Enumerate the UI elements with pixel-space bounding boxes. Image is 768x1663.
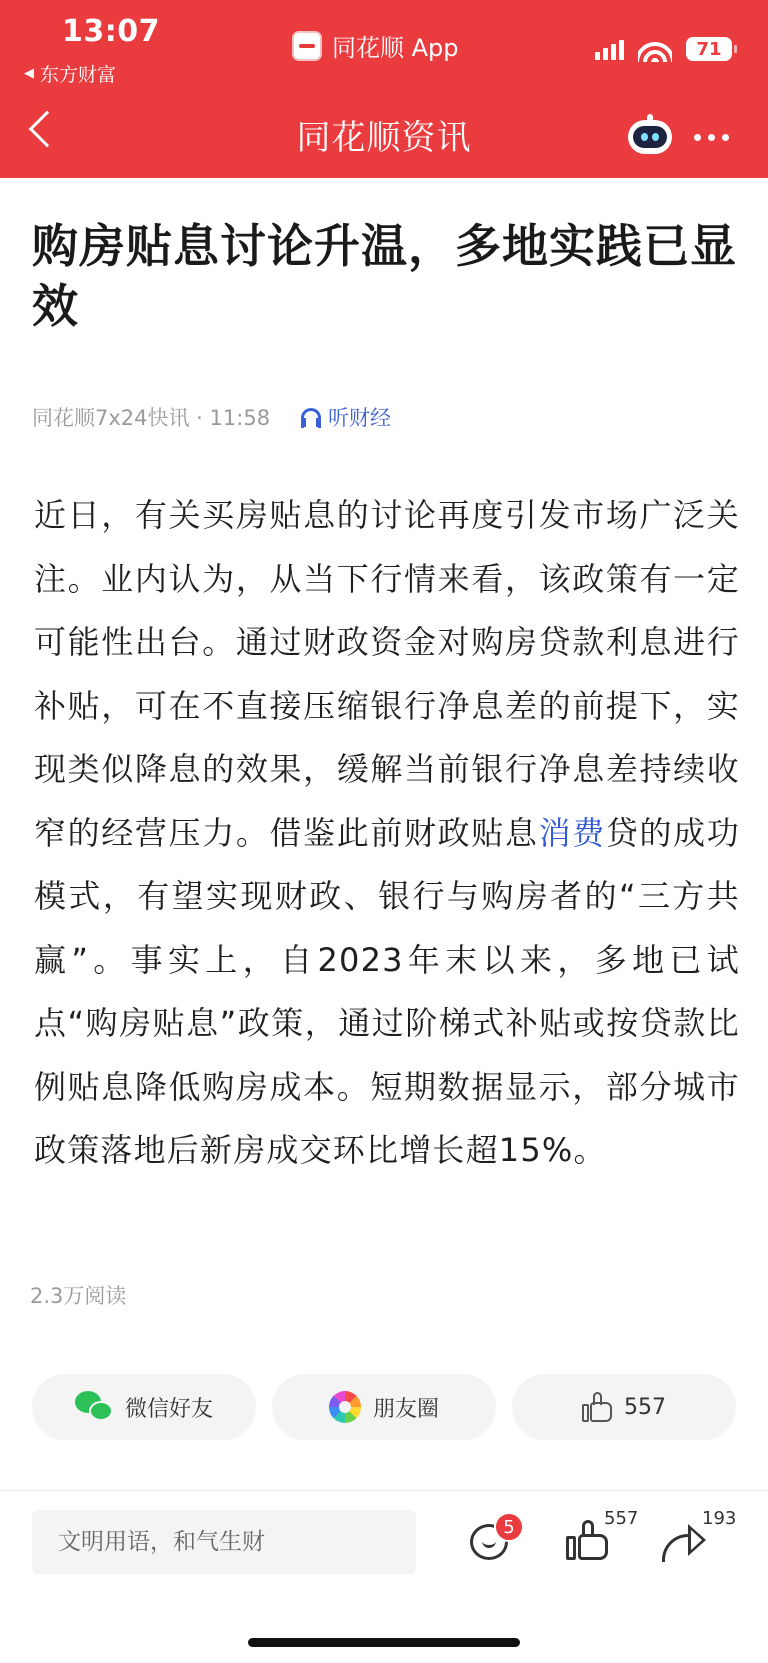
- share-wechat-label: 微信好友: [124, 1396, 213, 1422]
- body-stock-link[interactable]: 消费: [538, 813, 606, 852]
- share-wechat-button[interactable]: [32, 1374, 256, 1440]
- read-count: 2.3万阅读: [30, 1284, 127, 1308]
- like-button[interactable]: [566, 1520, 608, 1560]
- back-triangle-icon: ◀: [24, 66, 34, 81]
- article-meta: [32, 402, 391, 432]
- comment-count-badge: 5: [494, 1512, 524, 1542]
- cellular-signal-icon: [595, 38, 624, 60]
- share-moments-label: 朋友圈: [372, 1396, 439, 1422]
- body-text-part2: 贷的成功模式，有望实现财政、银行与购房者的“三方共赢”。事实上，自2023年末以来，多地已试点“购房贴息”政策，通过阶梯式补贴或按贷款比例贴息降低购房成本。短期数据显示，部分城市政策落地后新房成交环比增长超15%。: [34, 813, 740, 1169]
- thumbs-up-icon: [582, 1392, 612, 1422]
- wechat-icon: [75, 1391, 113, 1423]
- back-to-app-link[interactable]: [24, 60, 116, 87]
- like-pill-count: 557: [624, 1394, 666, 1420]
- status-indicators: [595, 36, 732, 62]
- body-text-part1: 近日，有关买房贴息的讨论再度引发市场广泛关注。业内认为，从当下行情来看，该政策有一定可能性出台。通过财政资金对购房贷款利息进行补贴，可在不直接压缩银行净息差的前提下，实现类似降息的效果，缓解当前银行净息差持续收窄的经营压力。借鉴此前财政贴息: [34, 496, 740, 852]
- share-count: 193: [702, 1508, 737, 1529]
- divider: [0, 1490, 768, 1491]
- moments-icon: [329, 1391, 361, 1423]
- battery-icon: 71: [686, 37, 732, 61]
- more-dots-icon[interactable]: [694, 134, 729, 141]
- back-app-label: 东方财富: [40, 64, 117, 86]
- like-pill-button[interactable]: [512, 1374, 736, 1440]
- like-count: 557: [604, 1508, 639, 1529]
- status-time: 13:07: [62, 14, 160, 49]
- app-header: [0, 0, 768, 178]
- article-body: [34, 484, 740, 1183]
- wifi-icon: [638, 36, 672, 62]
- robot-assistant-icon[interactable]: [628, 114, 672, 154]
- share-moments-button[interactable]: [272, 1374, 496, 1440]
- comment-input[interactable]: [32, 1510, 416, 1574]
- listen-label: 听财经: [328, 406, 392, 430]
- app-logo-icon: [292, 31, 322, 61]
- status-app-name: 同花顺 App: [332, 34, 459, 62]
- article-source: 同花顺7x24快讯 · 11:58: [32, 406, 271, 430]
- headset-icon: [300, 407, 322, 427]
- listen-button[interactable]: [300, 402, 391, 432]
- share-row: [32, 1374, 736, 1440]
- nav-title: 同花顺资讯: [296, 118, 472, 158]
- home-indicator[interactable]: [248, 1638, 520, 1647]
- article-title: 购房贴息讨论升温，多地实践已显效: [32, 219, 737, 333]
- status-app-indicator: [292, 28, 459, 63]
